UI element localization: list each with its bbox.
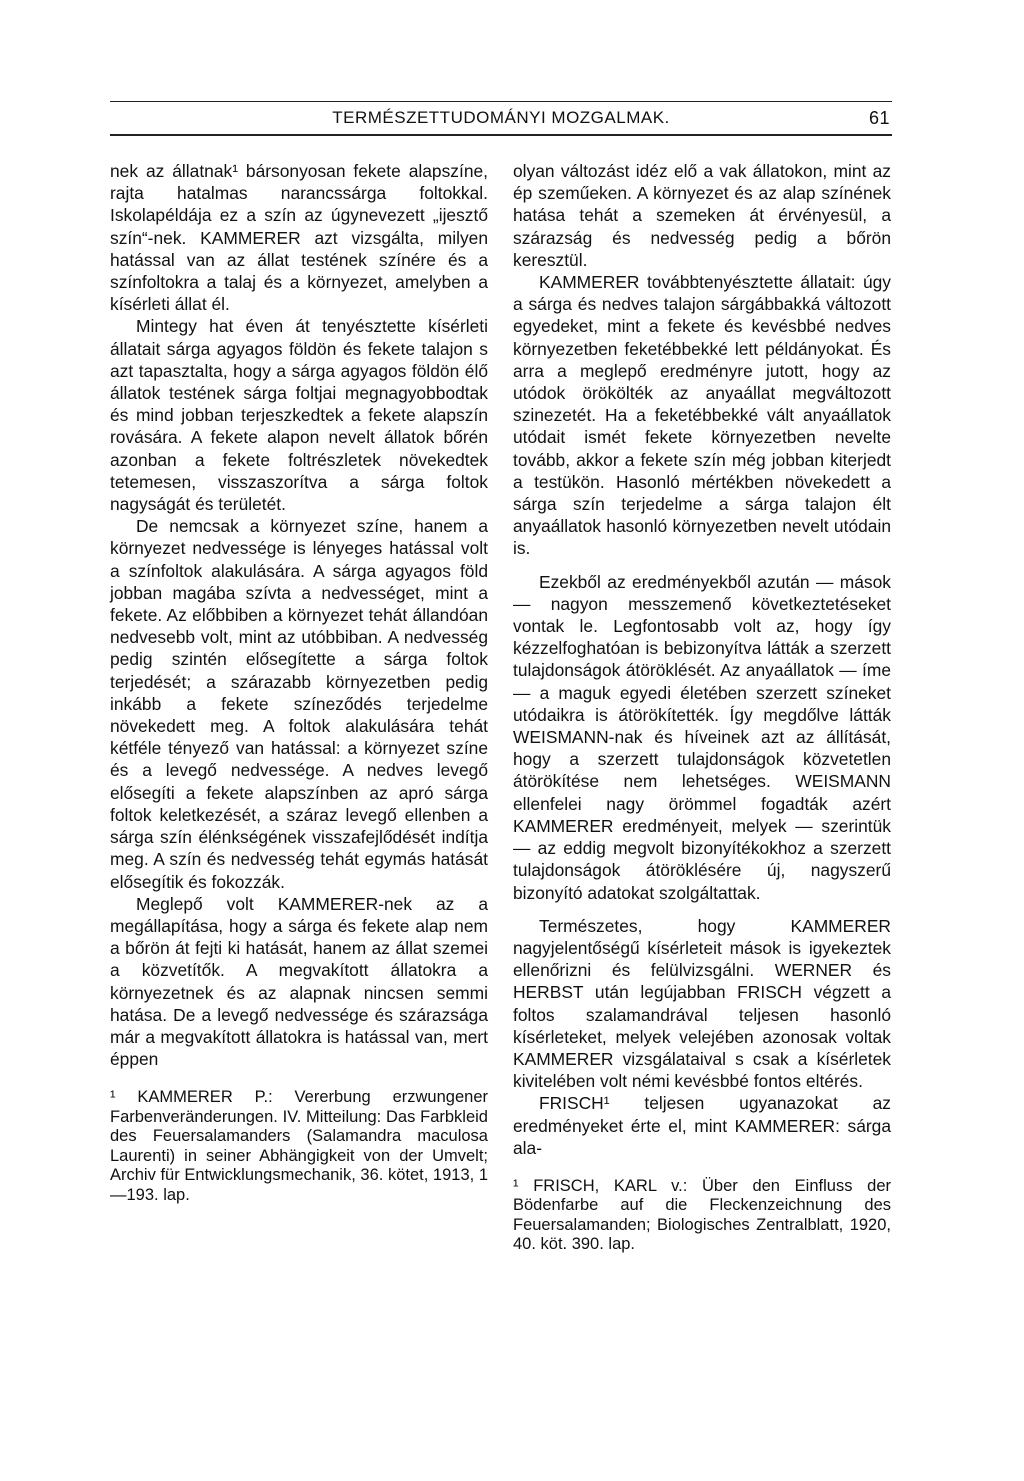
- left-column: [110, 160, 488, 1205]
- left-footnote: ¹ KAMMERER P.: Vererbung erzwungener Farbenveränderungen. IV. Mitteilung: Das Farbkleid des Feuersalamanders (Salamandra maculosa Laurenti) in seiner Abhängigkeit von der Umvelt; Archiv für Entwicklungsmechanik, 36. kötet, 1913, 1—193. lap.: [110, 1088, 488, 1204]
- right-column: [513, 160, 891, 1255]
- right-paragraph-3: Ezekből az eredményekből azután — mások — nagyon messzemenő következtetéseket vontak le. Legfontosabb volt az, hogy így kézzelfoghatóan is bebizonyítva látták a szerzett tulajdonságok átöröklését. Az anyaállatok — íme — a maguk egyedi életében szerzett színeket utódaikra is átörökítették. Így megdőlve látták WEISMANN-nak és híveinek azt az állítását, hogy a szerzett tulajdonságok közvetetlen átörökítése nem lehetséges. WEISMANN ellenfelei nagy örömmel fogadták azért KAMMERER eredményeit, melyek — szerintük — az eddig megvolt bizonyítékokhoz a szerzett tulajdonságok átöröklésére új, nagyszerű bizonyító adatokat szolgáltattak.: [513, 571, 891, 903]
- right-footnote: ¹ FRISCH, KARL v.: Über den Einfluss der Bödenfarbe auf die Fleckenzeichnung des Feuersalamanden; Biologisches Zentralblatt, 1920, 40. köt. 390. lap.: [513, 1176, 891, 1254]
- right-paragraph-2: KAMMERER továbbtenyésztette állatait: úgy a sárga és nedves talajon sárgábbakká változott egyedeket, mint a fekete és kevésbbé nedves környezetben feketébbekké lett példányokat. És arra a meglepő eredményre jutott, hogy az utódok örökölték az anyaállat megváltozott szinezetét. Ha a feketébbekké vált anyaállatok utódait ismét fekete környezetben nevelte tovább, akkor a fekete szín még jobban kiterjedt a testükön. Hasonló mértékben növekedett a sárga szín terjedelme a sárga talajon élt anyaállatok hasonló környezetben nevelt utódain is.: [513, 272, 891, 559]
- header-bottom-rule: [110, 134, 892, 136]
- left-paragraph-4: Meglepő volt KAMMERER-nek az a megállapítása, hogy a sárga és fekete alap nem a bőrön át fejti ki hatását, hanem az állat szemei a közvetítők. A megvakított állatokra a környezetnek és az alapnak nincsen semmi hatása. De a levegő nedvessége és szárazsága már a megvakított állatokra is hatással van, mert éppen: [110, 893, 488, 1070]
- right-paragraph-5: FRISCH¹ teljesen ugyanazokat az eredményeket érte el, mint KAMMERER: sárga ala-: [513, 1093, 891, 1158]
- left-paragraph-3: De nemcsak a környezet színe, hanem a környezet nedvessége is lényeges hatással volt a színfoltok alakulására. A sárga agyagos föld jobban magába szívta a nedvességet, mint a fekete. Az előbbiben a környezet tehát állandóan nedvesebb volt, mint az utóbbiban. A nedvesség pedig szintén elősegítette a sárga foltok terjedését; a szárazabb környezetben pedig inkább a fekete színeződés terjedelme növekedett meg. A foltok alakulására tehát kétféle tényező van hatással: a környezet színe és a levegő nedvessége. A nedves levegő elősegíti a fekete alapszínben az apró sárga foltok keletkezését, a száraz levegő ellenben a sárga szín élénkségének visszafejlődését indítja meg. A szín és nedvesség tehát egymás hatását elősegítik és fokozzák.: [110, 516, 488, 892]
- running-header: [110, 108, 892, 134]
- running-title: TERMÉSZETTUDOMÁNYI MOZGALMAK.: [332, 108, 670, 127]
- left-paragraph-1: nek az állatnak¹ bársonyosan fekete alapszíne, rajta hatalmas narancssárga foltokkal. Iskolapéldája ez a szín az úgynevezett „ijesztő szín“-nek. KAMMERER azt vizsgálta, milyen hatással van az állat testének színére és a színfoltokra a talaj és a környezet, amelyben a kísérleti állat él.: [110, 161, 488, 315]
- page-number: 61: [868, 108, 890, 128]
- right-paragraph-4: Természetes, hogy KAMMERER nagyjelentőségű kísérleteit mások is igyekeztek ellenőrizni és felülvizsgálni. WERNER és HERBST után legújabban FRISCH végzett a foltos szalamandrával teljesen hasonló kísérleteket, melyek velejében azonosak voltak KAMMERER vizsgálataival s csak a kísérletek kivitelében volt némi kevésbbé fontos eltérés.: [513, 915, 891, 1092]
- header-top-rule: [110, 101, 892, 102]
- left-paragraph-2: Mintegy hat éven át tenyésztette kísérleti állatait sárga agyagos földön és fekete talajon s azt tapasztalta, hogy a sárga agyagos földön élő állatok testének sárga foltjai megnagyobbodtak és mind jobban terjeszkedtek a fekete alapszín rovására. A fekete alapon nevelt állatok bőrén azonban a fekete foltrészletek növekedtek tetemesen, visszaszorítva a sárga foltok nagyságát és területét.: [110, 316, 488, 515]
- right-paragraph-1: olyan változást idéz elő a vak állatokon, mint az ép szeműeken. A környezet és az alap színének hatása tehát a szemeken át érvényesül, a szárazság és nedvesség pedig a bőrön keresztül.: [513, 161, 891, 270]
